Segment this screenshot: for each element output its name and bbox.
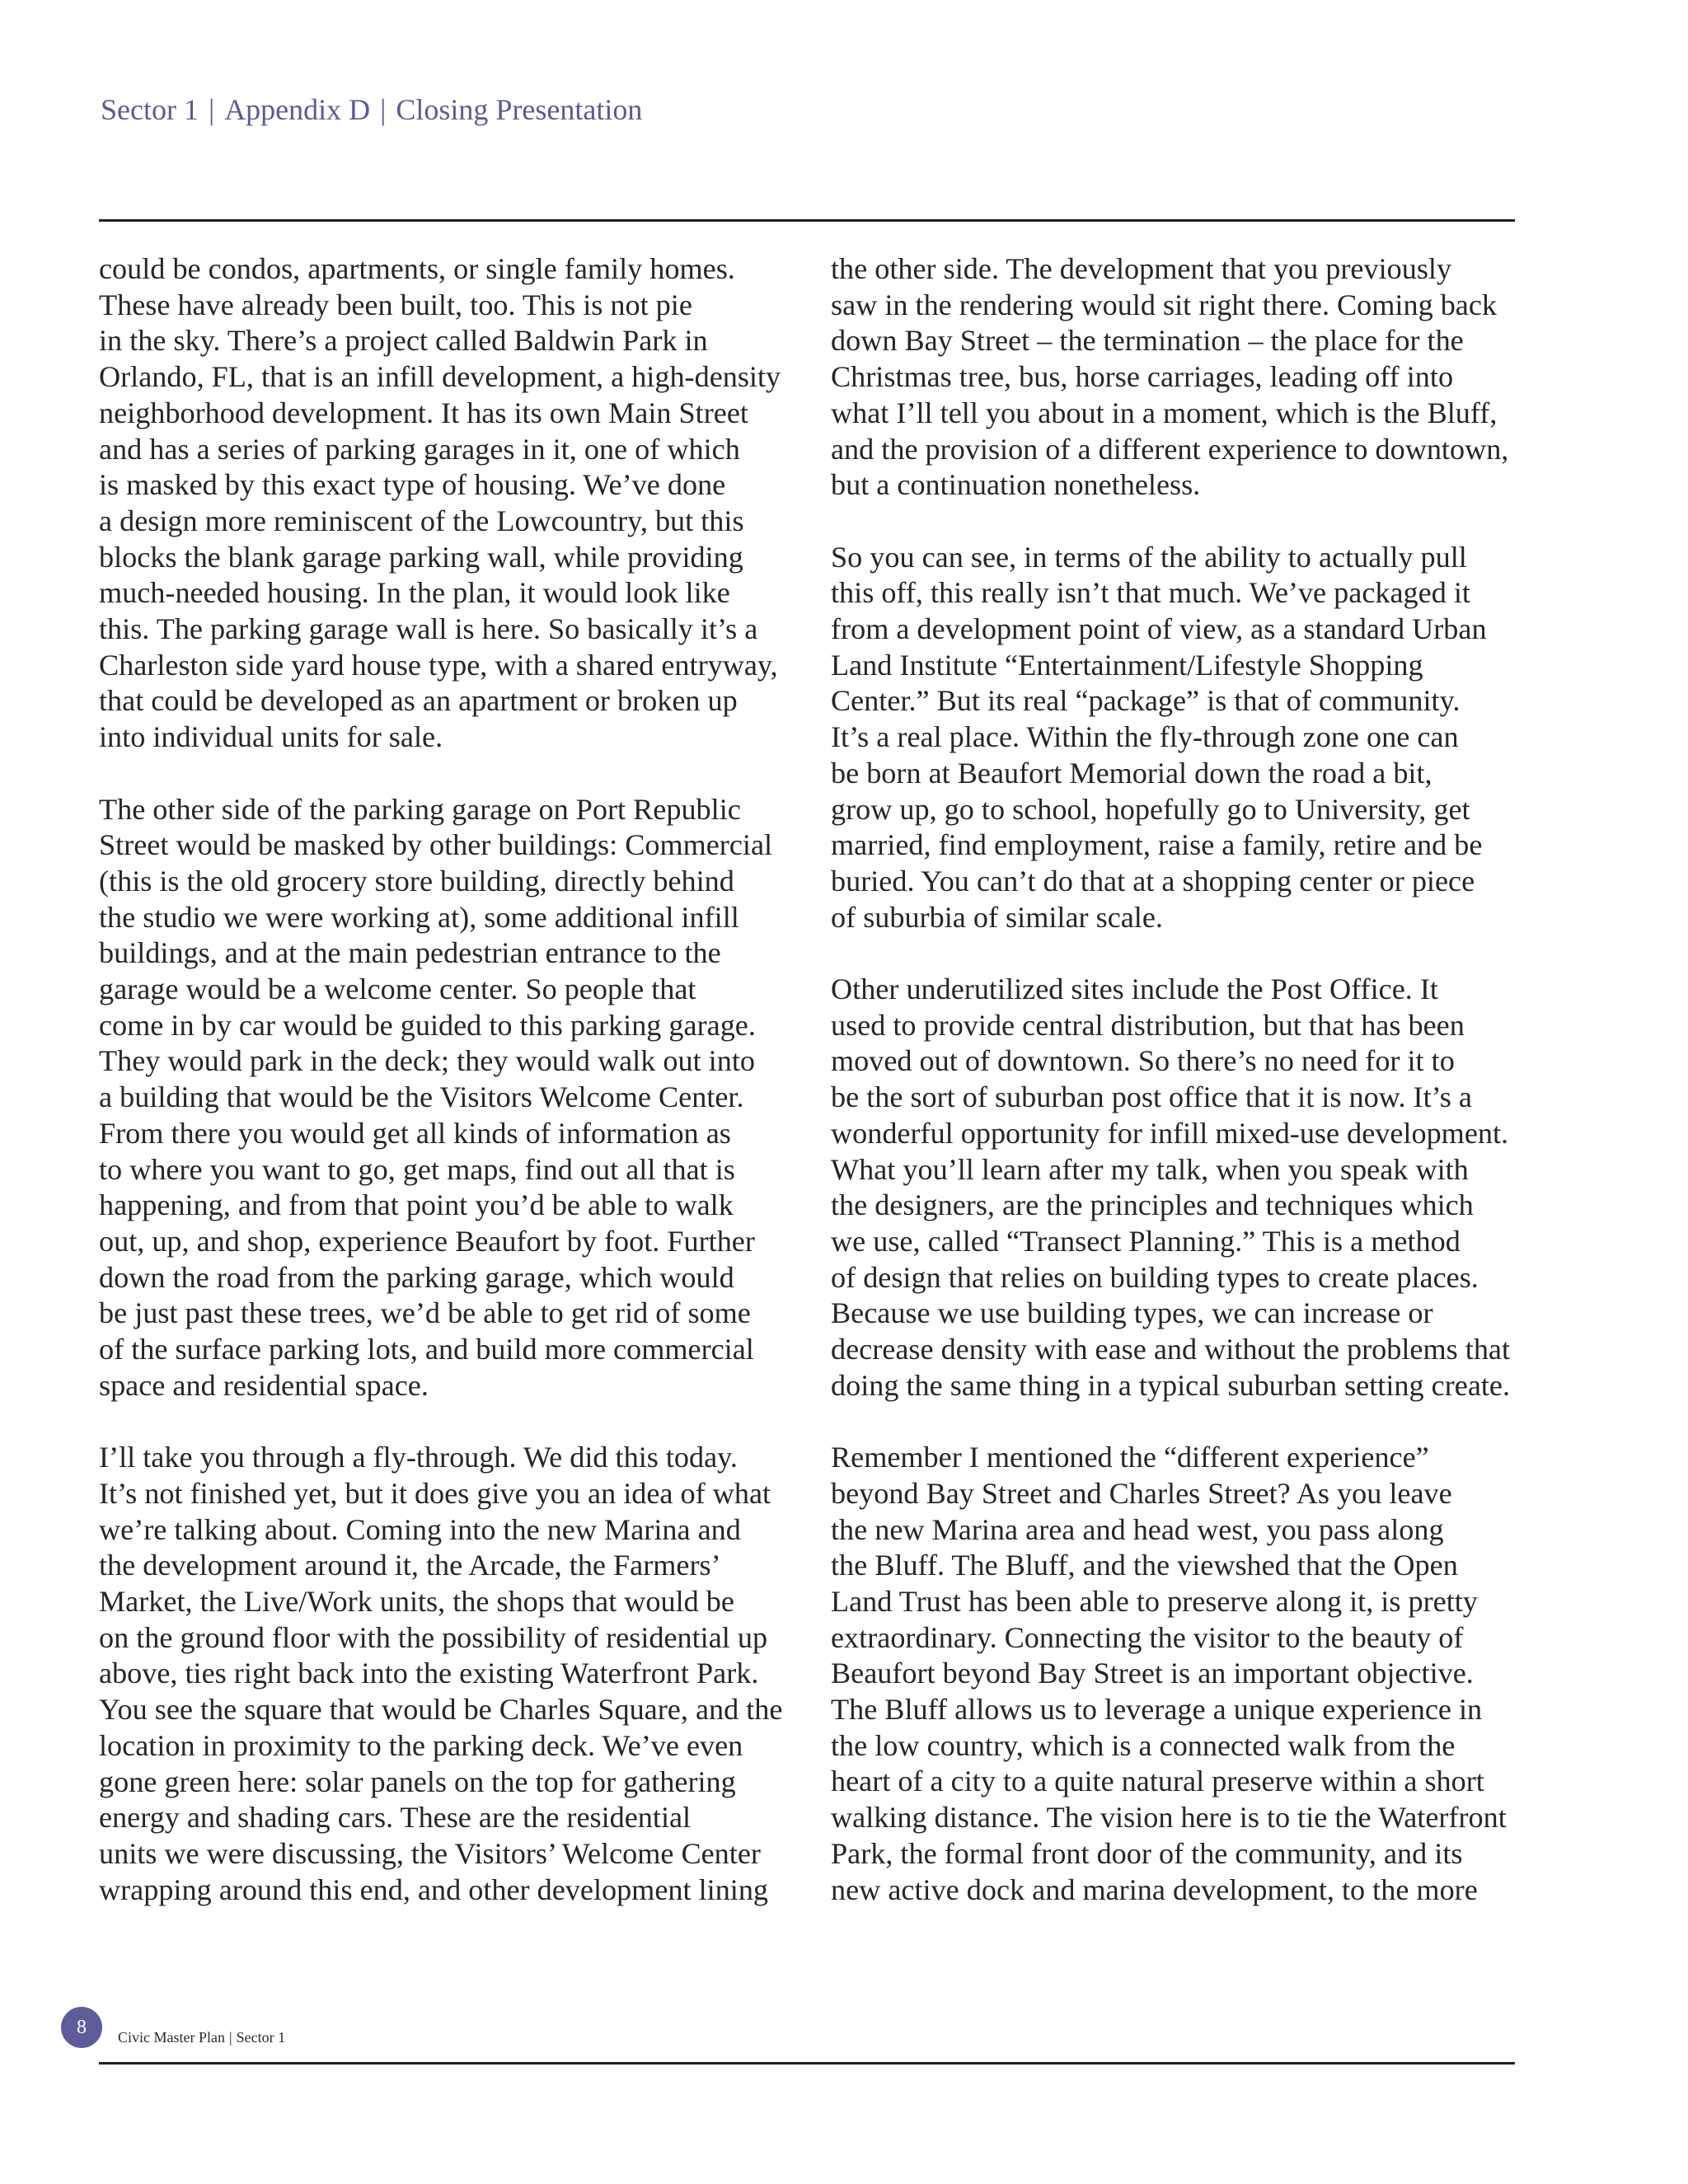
footer-separator: |	[228, 2029, 232, 2046]
paragraph: I’ll take you through a fly-through. We did this today. It’s not finished yet, but it does give you an idea of what we’re talking about. Coming into the new Marina and the development around it, the Arcade, the Farmers’ Market, the Live/Work units, the shops that would be on the ground floor with the possibility of residential up above, ties right back into the existing Waterfront Park. You see the square that would be Charles Square, and the location in proximity to the parking deck. We’ve even gone green here: solar panels on the top for gathering energy and shading cars. These are the residential units we were discussing, the Visitors’ Welcome Center wrapping around this end, and other development lining	[99, 1441, 783, 1906]
paragraph: the other side. The development that you previously saw in the rendering would sit right there. Coming back down Bay Street – the termination – the place for the Christmas tree, bus, horse carriages, leading off into what I’ll tell you about in a moment, which is the Bluff, and the provision of a different experience to downtown, but a continuation nonetheless.	[831, 252, 1509, 502]
left-text-column	[99, 251, 796, 1908]
header-divider	[99, 219, 1515, 222]
running-header	[101, 92, 642, 127]
header-separator: |	[208, 93, 215, 126]
footer-caption	[118, 2029, 285, 2046]
footer-doc-title: Civic Master Plan	[118, 2029, 225, 2046]
header-sector: Sector 1	[101, 93, 199, 126]
paragraph: So you can see, in terms of the ability to actually pull this off, this really isn’t that much. We’ve packaged it from a development point of view, as a standard Urban Land Institute “Entertainment/Lifestyle Shopping Center.” But its real “package” is that of community. It’s a real place. Within the fly-through zone one can be born at Beaufort Memorial down the road a bit, grow up, go to school, hopefully go to University, get married, find employment, raise a family, retire and be buried. You can’t do that at a shopping center or piece of suburbia of similar scale.	[831, 540, 1487, 934]
header-appendix: Appendix D	[224, 93, 371, 126]
paragraph: Remember I mentioned the “different experience” beyond Bay Street and Charles Street? As you leave the new Marina area and head west, you pass along the Bluff. The Bluff, and the viewshed that the Open Land Trust has been able to preserve along it, is pretty extraordinary. Connecting the visitor to the beauty of Beaufort beyond Bay Street is an important objective. The Bluff allows us to leverage a unique experience in the low country, which is a connected walk from the heart of a city to a quite natural preserve within a short walking distance. The vision here is to tie the Waterfront Park, the formal front door of the community, and its new active dock and marina development, to the more	[831, 1441, 1507, 1906]
footer-divider	[99, 2062, 1515, 2064]
right-text-column	[831, 251, 1526, 1908]
paragraph: The other side of the parking garage on Port Republic Street would be masked by other buildings: Commercial (this is the old grocery store building, directly behind the studio we were working at), some additional infill buildings, and at the main pedestrian entrance to the garage would be a welcome center. So people that come in by car would be guided to this parking garage. They would park in the deck; they would walk out into a building that would be the Visitors Welcome Center. From there you would get all kinds of information as to where you want to go, get maps, find out all that is happening, and from that point you’d be able to walk out, up, and shop, experience Beaufort by foot. Further down the road from the parking garage, which would be just past these trees, we’d be able to get rid of some of the surface parking lots, and build more commercial space and residential space.	[99, 792, 773, 1402]
paragraph: Other underutilized sites include the Post Office. It used to provide central distribution, but that has been moved out of downtown. So there’s no need for it to be the sort of suburban post office that it is now. It’s a wonderful opportunity for infill mixed-use development. What you’ll learn after my talk, when you speak with the designers, are the principles and techniques which we use, called “Transect Planning.” This is a method of design that relies on building types to create places. Because we use building types, we can increase or decrease density with ease and without the problems that doing the same thing in a typical suburban setting create.	[831, 972, 1511, 1402]
footer-section: Sector 1	[236, 2029, 286, 2046]
header-section-title: Closing Presentation	[396, 93, 643, 126]
page-number-badge: 8	[61, 2007, 102, 2048]
header-separator: |	[380, 93, 387, 126]
paragraph: could be condos, apartments, or single family homes. These have already been built, too. This is not pie in the sky. There’s a project called Baldwin Park in Orlando, FL, that is an infill development, a high-density neighborhood development. It has its own Main Street and has a series of parking garages in it, one of which is masked by this exact type of housing. We’ve done a design more reminiscent of the Lowcountry, but this blocks the blank garage parking wall, while providing much-needed housing. In the plan, it would look like this. The parking garage wall is here. So basically it’s a Charleston side yard house type, with a shared entryway, that could be developed as an apartment or broken up into individual units for sale.	[99, 252, 781, 754]
